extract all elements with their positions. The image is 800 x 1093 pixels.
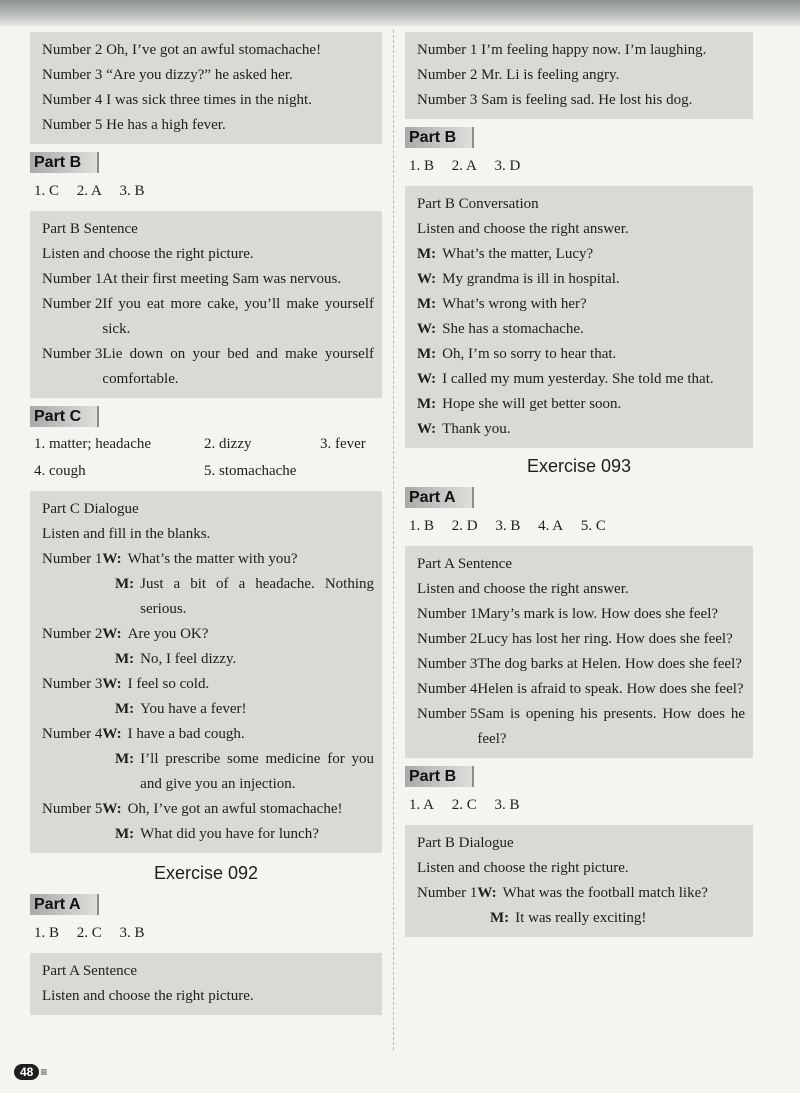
exercise-title: Exercise 093 bbox=[526, 456, 632, 476]
dialogue-line bbox=[417, 292, 745, 317]
item-text: Sam is opening his presents. How does he feel? bbox=[477, 706, 745, 747]
speaker: M: bbox=[490, 910, 510, 926]
speech: It was really exciting! bbox=[515, 910, 647, 926]
speech: I called my mum yesterday. She told me that. bbox=[442, 371, 714, 387]
item-number: Number 4 bbox=[42, 726, 103, 742]
dialogue-line bbox=[42, 697, 374, 722]
transcript-item bbox=[42, 342, 374, 392]
transcript-line: Number 2 Mr. Li is feeling angry. bbox=[417, 67, 620, 83]
item-number: Number 3 bbox=[417, 656, 478, 672]
dialogue-line bbox=[42, 647, 374, 672]
answer: 1. C bbox=[34, 183, 60, 199]
dialogue-line bbox=[417, 417, 745, 442]
answer: 3. fever bbox=[320, 436, 366, 452]
speaker: M: bbox=[115, 701, 135, 717]
page-number-badge: 48 bbox=[14, 1064, 39, 1080]
transcript-instruction: Listen and choose the right picture. bbox=[42, 988, 254, 1004]
transcript-box bbox=[405, 546, 753, 758]
transcript-title: Part B Dialogue bbox=[417, 835, 514, 851]
item-text: Helen is afraid to speak. How does she feel? bbox=[477, 681, 744, 697]
speech: What’s the matter with you? bbox=[127, 551, 298, 567]
dialogue-line bbox=[417, 392, 745, 417]
speaker: W: bbox=[102, 551, 122, 567]
speaker: M: bbox=[115, 651, 135, 667]
transcript-item bbox=[417, 652, 745, 677]
speech: Are you OK? bbox=[127, 626, 209, 642]
dialogue-line bbox=[42, 822, 374, 847]
item-number: Number 4 bbox=[417, 681, 478, 697]
answer: 2. C bbox=[451, 797, 477, 813]
item-number: Number 1 bbox=[42, 551, 103, 567]
item-number: Number 5 bbox=[42, 801, 103, 817]
answer-key bbox=[30, 427, 382, 491]
answer: 4. A bbox=[538, 518, 564, 534]
section-tag-part-b: Part B bbox=[405, 766, 474, 787]
answer-key bbox=[30, 915, 382, 953]
dialogue-line bbox=[417, 342, 745, 367]
dialogue-line bbox=[42, 672, 374, 697]
speech: Oh, I’ve got an awful stomachache! bbox=[127, 801, 343, 817]
transcript-line: Number 3 Sam is feeling sad. He lost his dog. bbox=[417, 92, 693, 108]
item-number: Number 1 bbox=[417, 885, 478, 901]
speaker: M: bbox=[417, 346, 437, 362]
answer-key bbox=[405, 508, 753, 546]
section-tag-part-b: Part B bbox=[405, 127, 474, 148]
transcript-item bbox=[417, 702, 745, 752]
dialogue-line bbox=[417, 242, 745, 267]
transcript-item bbox=[42, 292, 374, 342]
answer: 3. B bbox=[119, 183, 145, 199]
answer: 5. C bbox=[580, 518, 606, 534]
transcript-instruction: Listen and choose the right answer. bbox=[417, 221, 629, 237]
speech: Oh, I’m so sorry to hear that. bbox=[442, 346, 617, 362]
answer-key bbox=[30, 173, 382, 211]
dialogue-line bbox=[42, 722, 374, 747]
item-number: Number 1 bbox=[42, 271, 103, 287]
speaker: W: bbox=[102, 626, 122, 642]
transcript-line: Number 2 Oh, I’ve got an awful stomachache! bbox=[42, 42, 322, 58]
answer: 2. D bbox=[451, 518, 478, 534]
speaker: W: bbox=[102, 726, 122, 742]
transcript-title: Part C Dialogue bbox=[42, 501, 139, 517]
speech: What’s the matter, Lucy? bbox=[442, 246, 594, 262]
speaker: W: bbox=[417, 271, 437, 287]
item-number: Number 2 bbox=[417, 631, 478, 647]
speaker: M: bbox=[115, 826, 135, 842]
speaker: W: bbox=[417, 371, 437, 387]
speaker: W: bbox=[477, 885, 497, 901]
speaker: W: bbox=[102, 676, 122, 692]
answer: 1. B bbox=[409, 518, 435, 534]
transcript-box bbox=[405, 186, 753, 448]
item-text: Lucy has lost her ring. How does she feel? bbox=[477, 631, 733, 647]
transcript-line: Number 3 “Are you dizzy?” he asked her. bbox=[42, 67, 293, 83]
transcript-instruction: Listen and choose the right picture. bbox=[417, 860, 629, 876]
page-top-band bbox=[0, 0, 800, 26]
speech: I have a bad cough. bbox=[127, 726, 245, 742]
answer-key bbox=[405, 787, 753, 825]
speech: I feel so cold. bbox=[127, 676, 210, 692]
speech: I’ll prescribe some medicine for you and give you an injection. bbox=[140, 751, 374, 792]
transcript-box bbox=[30, 211, 382, 398]
speech: She has a stomachache. bbox=[442, 321, 584, 337]
transcript-item bbox=[417, 627, 745, 652]
dialogue-line bbox=[417, 881, 745, 906]
transcript-instruction: Listen and choose the right answer. bbox=[417, 581, 629, 597]
answer: 1. A bbox=[409, 797, 435, 813]
answer: 1. B bbox=[409, 158, 435, 174]
transcript-box bbox=[405, 825, 753, 937]
exercise-title: Exercise 092 bbox=[153, 863, 259, 883]
transcript-box bbox=[30, 953, 382, 1015]
answer: 2. A bbox=[451, 158, 477, 174]
section-tag-part-c: Part C bbox=[30, 406, 99, 427]
answer-key bbox=[405, 148, 753, 186]
speech: Just a bit of a headache. Nothing serious. bbox=[140, 576, 374, 617]
dialogue-line bbox=[42, 547, 374, 572]
speech: What did you have for lunch? bbox=[140, 826, 319, 842]
item-number: Number 3 bbox=[42, 676, 103, 692]
transcript-box bbox=[30, 32, 382, 144]
speaker: M: bbox=[417, 246, 437, 262]
transcript-box bbox=[30, 491, 382, 853]
dialogue-line bbox=[417, 267, 745, 292]
answer: 5. stomachache bbox=[204, 463, 297, 479]
speaker: M: bbox=[115, 576, 135, 592]
item-number: Number 2 bbox=[42, 296, 103, 312]
dialogue-line bbox=[42, 622, 374, 647]
answer: 3. B bbox=[495, 518, 521, 534]
answer: 1. B bbox=[34, 925, 60, 941]
dialogue-line bbox=[417, 906, 745, 931]
speech: No, I feel dizzy. bbox=[140, 651, 237, 667]
right-column bbox=[405, 32, 753, 937]
item-number: Number 2 bbox=[42, 626, 103, 642]
dialogue-line bbox=[42, 747, 374, 797]
speaker: W: bbox=[417, 321, 437, 337]
answer: 1. matter; headache bbox=[34, 436, 152, 452]
section-tag-part-a: Part A bbox=[405, 487, 474, 508]
answer: 3. B bbox=[119, 925, 145, 941]
answer: 2. dizzy bbox=[204, 436, 252, 452]
transcript-item bbox=[417, 677, 745, 702]
speaker: M: bbox=[417, 396, 437, 412]
item-text: If you eat more cake, you’ll make yourself sick. bbox=[102, 296, 374, 337]
dialogue-line bbox=[42, 572, 374, 622]
item-number: Number 5 bbox=[417, 706, 478, 722]
dialogue-line bbox=[417, 367, 745, 392]
item-text: Mary’s mark is low. How does she feel? bbox=[477, 606, 719, 622]
item-number: Number 1 bbox=[417, 606, 478, 622]
speaker-icon: ≡ bbox=[40, 1065, 48, 1079]
answer: 2. C bbox=[76, 925, 102, 941]
speech: Thank you. bbox=[442, 421, 511, 437]
answer: 4. cough bbox=[34, 463, 86, 479]
item-number: Number 3 bbox=[42, 346, 103, 362]
speaker: W: bbox=[417, 421, 437, 437]
speech: My grandma is ill in hospital. bbox=[442, 271, 620, 287]
transcript-item bbox=[42, 267, 374, 292]
transcript-instruction: Listen and fill in the blanks. bbox=[42, 526, 211, 542]
section-tag-part-b: Part B bbox=[30, 152, 99, 173]
speech: What’s wrong with her? bbox=[442, 296, 587, 312]
speaker: M: bbox=[417, 296, 437, 312]
speech: You have a fever! bbox=[140, 701, 247, 717]
speaker: W: bbox=[102, 801, 122, 817]
transcript-line: Number 5 He has a high fever. bbox=[42, 117, 226, 133]
page-number bbox=[14, 1064, 47, 1080]
section-tag-part-a: Part A bbox=[30, 894, 99, 915]
item-text: At their first meeting Sam was nervous. bbox=[102, 271, 342, 287]
answer: 2. A bbox=[76, 183, 102, 199]
item-text: Lie down on your bed and make yourself comfortable. bbox=[102, 346, 374, 387]
dialogue-line bbox=[42, 797, 374, 822]
dialogue-line bbox=[417, 317, 745, 342]
item-text: The dog barks at Helen. How does she feel? bbox=[477, 656, 742, 672]
column-divider bbox=[393, 30, 394, 1050]
transcript-box bbox=[405, 32, 753, 119]
transcript-instruction: Listen and choose the right picture. bbox=[42, 246, 254, 262]
answer: 3. D bbox=[494, 158, 521, 174]
transcript-title: Part A Sentence bbox=[417, 556, 512, 572]
transcript-title: Part A Sentence bbox=[42, 963, 137, 979]
transcript-line: Number 4 I was sick three times in the night. bbox=[42, 92, 312, 108]
transcript-title: Part B Sentence bbox=[42, 221, 138, 237]
transcript-line: Number 1 I’m feeling happy now. I’m laughing. bbox=[417, 42, 707, 58]
answer: 3. B bbox=[494, 797, 520, 813]
left-column bbox=[30, 32, 382, 1015]
speech: Hope she will get better soon. bbox=[442, 396, 622, 412]
speaker: M: bbox=[115, 751, 135, 767]
transcript-item bbox=[417, 602, 745, 627]
transcript-title: Part B Conversation bbox=[417, 196, 539, 212]
speech: What was the football match like? bbox=[502, 885, 708, 901]
